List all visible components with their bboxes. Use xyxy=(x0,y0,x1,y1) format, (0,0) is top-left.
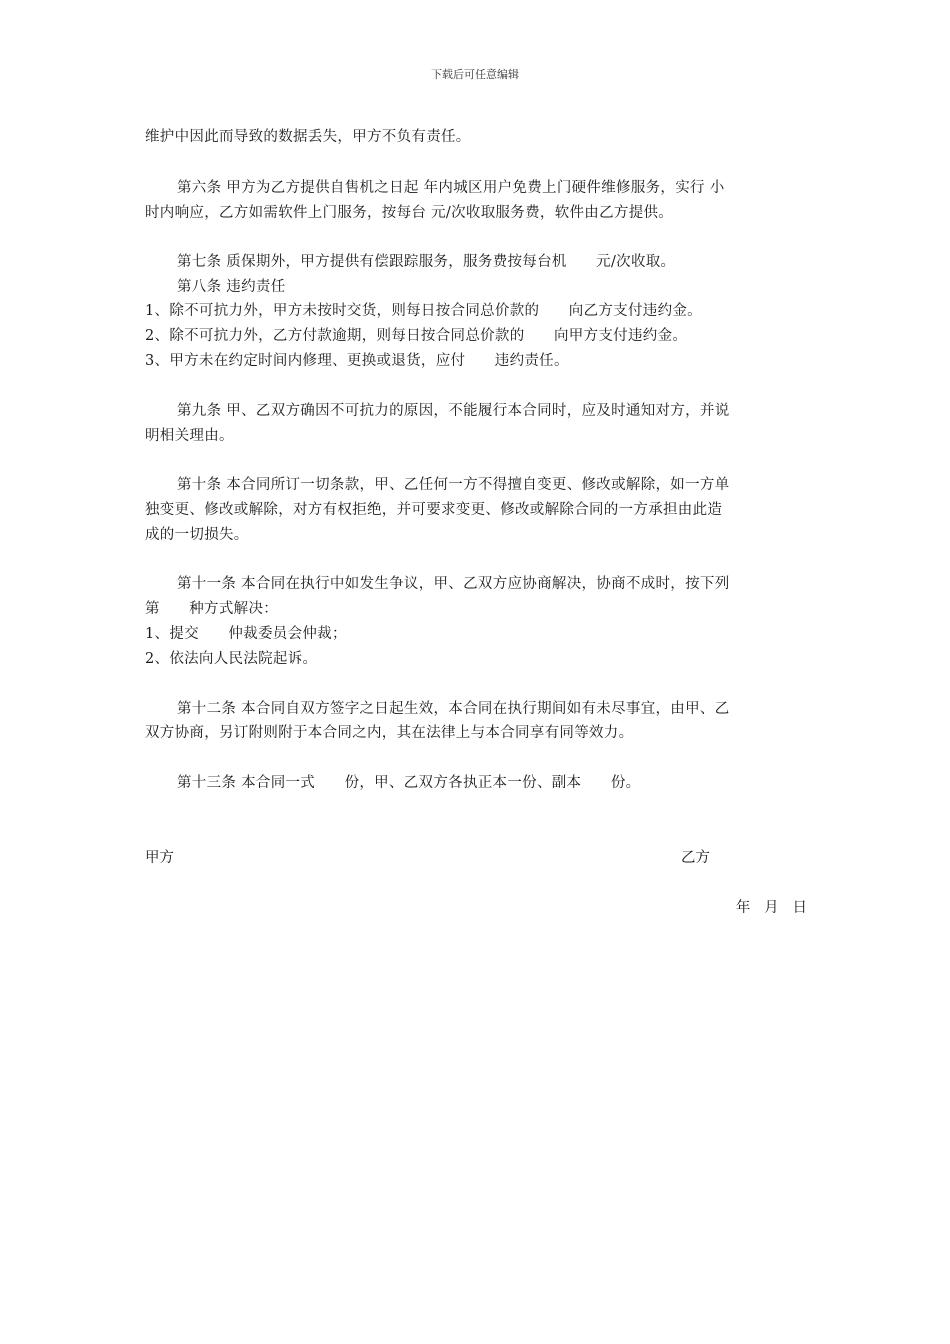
article-7: 第七条 质保期外，甲方提供有偿跟踪服务，服务费按每台机 元/次收取。 xyxy=(177,254,676,270)
article-10-line-2: 独变更、修改或解除，对方有权拒绝，并可要求变更、修改或解除合同的一方承担由此造 xyxy=(145,502,723,518)
article-10-line-3: 成的一切损失。 xyxy=(145,527,249,543)
party-a-signature-label: 甲方 xyxy=(145,850,174,866)
article-6-line-1: 第六条 甲方为乙方提供自售机之日起 年内城区用户免费上门硬件维修服务，实行 小 xyxy=(177,180,725,196)
article-12-line-1: 第十二条 本合同自双方签字之日起生效，本合同在执行期间如有未尽事宜，由甲、乙 xyxy=(177,701,730,717)
contract-body xyxy=(145,0,807,1344)
article-8-heading: 第八条 违约责任 xyxy=(177,279,286,295)
article-6-line-2: 时内响应，乙方如需软件上门服务，按每台 元/次收取服务费，软件由乙方提供。 xyxy=(145,205,674,221)
article-8-item-3: 3、甲方未在约定时间内修理、更换或退货，应付 违约责任。 xyxy=(145,353,569,369)
article-11-item-2: 2、依法向人民法院起诉。 xyxy=(145,651,318,667)
article-12-line-2: 双方协商，另订附则附于本合同之内，其在法律上与本合同享有同等效力。 xyxy=(145,725,634,741)
article-9-line-1: 第九条 甲、乙双方确因不可抗力的原因，不能履行本合同时，应及时通知对方，并说 xyxy=(177,403,730,419)
page-header-note: 下载后可任意编辑 xyxy=(431,68,519,81)
party-b-signature-label: 乙方 xyxy=(681,850,710,866)
article-11-item-1: 1、提交 仲裁委员会仲裁； xyxy=(145,626,347,642)
article-10-line-1: 第十条 本合同所订一切条款，甲、乙任何一方不得擅自变更、修改或解除，如一方单 xyxy=(177,477,730,493)
article-11-line-2: 第 种方式解决： xyxy=(145,601,279,617)
article-13: 第十三条 本合同一式 份，甲、乙双方各执正本一份、副本 份。 xyxy=(177,775,641,791)
article-9-line-2: 明相关理由。 xyxy=(145,428,234,444)
article-8-item-2: 2、除不可抗力外，乙方付款逾期，则每日按合同总价款的 向甲方支付违约金。 xyxy=(145,328,688,344)
article-11-line-1: 第十一条 本合同在执行中如发生争议，甲、乙双方应协商解决，协商不成时，按下列 xyxy=(177,576,730,592)
article-8-item-1: 1、除不可抗力外，甲方未按时交货，则每日按合同总价款的 向乙方支付违约金。 xyxy=(145,303,702,319)
signature-date: 年 月 日 xyxy=(735,900,807,916)
paragraph-line: 维护中因此而导致的数据丢失，甲方不负有责任。 xyxy=(145,129,471,145)
